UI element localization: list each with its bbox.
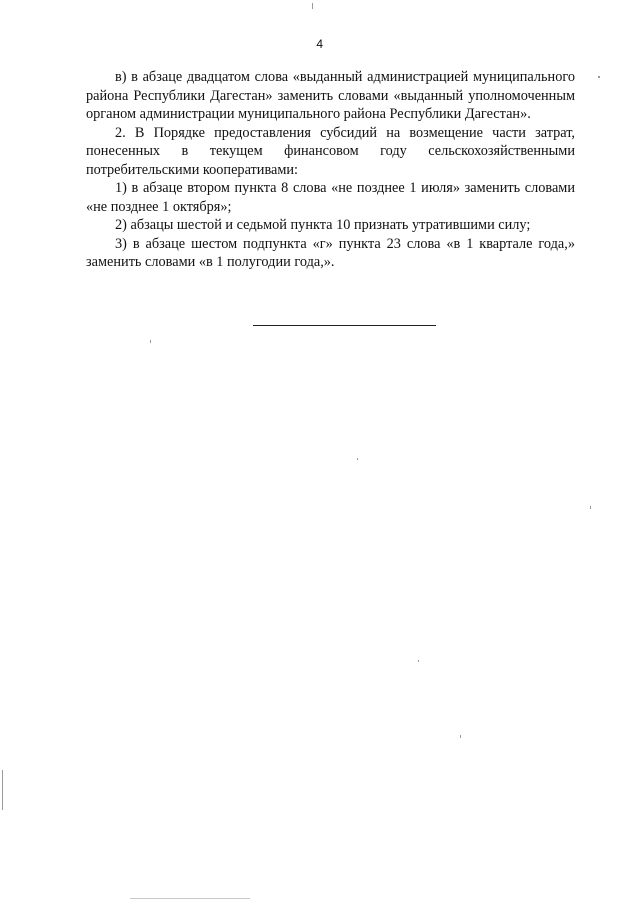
scan-speck: [460, 735, 461, 738]
paragraph-amendment-v: в) в абзаце двадцатом слова «выданный администрацией муниципального района Республики Дагестан» заменить словами «выданный уполномоченным органом администрации муниципального района Республики Дагестан».: [86, 69, 575, 122]
end-divider-line: [253, 325, 436, 326]
page-number: 4: [316, 37, 324, 51]
scan-speck: [418, 660, 419, 662]
scan-speck: [590, 506, 591, 509]
scan-speck: [598, 76, 600, 78]
paragraph-item-1: 1) в абзаце втором пункта 8 слова «не позднее 1 июля» заменить словами «не позднее 1 октября»;: [86, 180, 575, 215]
scan-speck: [357, 458, 358, 460]
scan-speck: [2, 770, 3, 810]
scan-speck: [150, 340, 151, 343]
paragraph-section-2: 2. В Порядке предоставления субсидий на возмещение части затрат, понесенных в текущем финансовом году сельскохозяйственными потребительскими кооперативами:: [86, 124, 575, 178]
scan-speck: [312, 3, 313, 9]
document-body: [86, 68, 575, 272]
paragraph-item-2: 2) абзацы шестой и седьмой пункта 10 признать утратившими силу;: [115, 217, 531, 233]
scan-speck: [130, 898, 250, 899]
paragraph-item-3: 3) в абзаце шестом подпункта «г» пункта 23 слова «в 1 квартале года,» заменить словами «в 1 полугодии года,».: [86, 235, 575, 270]
